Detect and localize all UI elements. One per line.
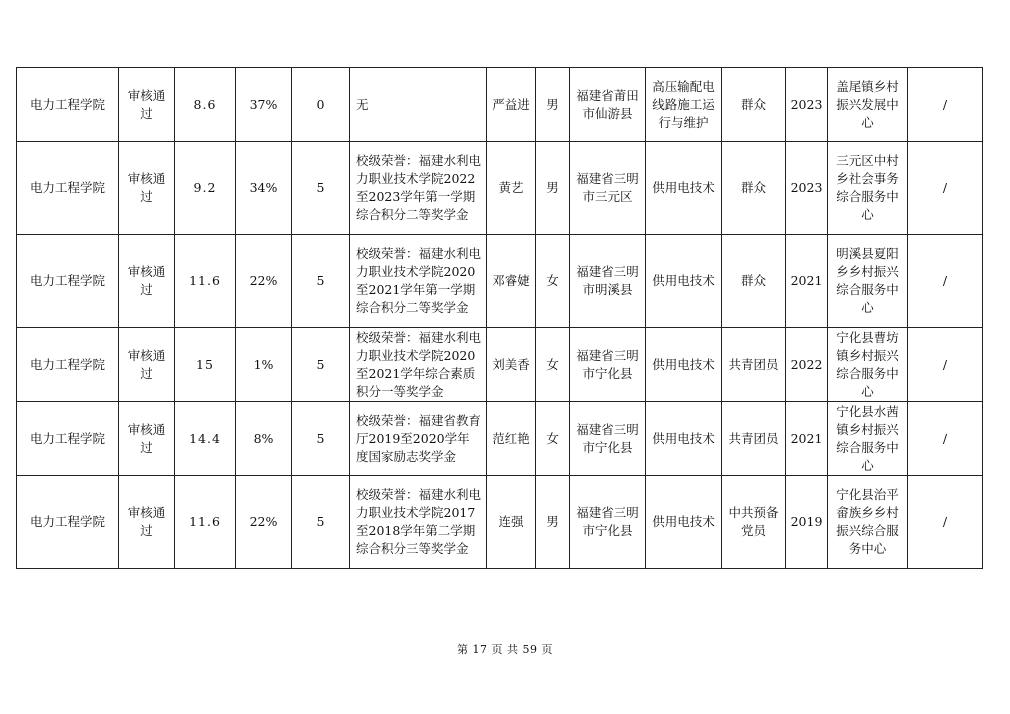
- year-cell: 2019: [786, 476, 828, 569]
- status-cell: 审核通过: [119, 328, 175, 402]
- rank-cell: 34%: [236, 142, 292, 235]
- status-cell: 审核通过: [119, 142, 175, 235]
- note-cell: /: [908, 142, 983, 235]
- name-cell: 黄艺: [487, 142, 536, 235]
- note-cell: /: [908, 402, 983, 476]
- year-cell: 2023: [786, 142, 828, 235]
- points-cell: 0: [292, 68, 350, 142]
- gender-cell: 男: [536, 142, 570, 235]
- honor-cell: 校级荣誉：福建水利电力职业技术学院2020至2021学年第一学期综合积分二等奖学金: [350, 235, 487, 328]
- politics-cell: 共青团员: [722, 402, 786, 476]
- note-cell: /: [908, 235, 983, 328]
- gender-cell: 男: [536, 68, 570, 142]
- college-cell: 电力工程学院: [17, 142, 119, 235]
- major-cell: 供用电技术: [646, 142, 722, 235]
- honor-cell: 校级荣誉：福建水利电力职业技术学院2022至2023学年第一学期综合积分二等奖学金: [350, 142, 487, 235]
- points-cell: 5: [292, 142, 350, 235]
- honor-cell: 校级荣誉：福建水利电力职业技术学院2017至2018学年第二学期综合积分三等奖学金: [350, 476, 487, 569]
- politics-cell: 中共预备党员: [722, 476, 786, 569]
- status-cell: 审核通过: [119, 68, 175, 142]
- gender-cell: 女: [536, 328, 570, 402]
- score-cell: 14.4: [175, 402, 236, 476]
- employer-cell: 明溪县夏阳乡乡村振兴综合服务中心: [828, 235, 908, 328]
- score-cell: 11.6: [175, 235, 236, 328]
- status-cell: 审核通过: [119, 402, 175, 476]
- major-cell: 供用电技术: [646, 402, 722, 476]
- major-cell: 高压输配电线路施工运行与维护: [646, 68, 722, 142]
- politics-cell: 群众: [722, 68, 786, 142]
- rank-cell: 22%: [236, 235, 292, 328]
- points-cell: 5: [292, 402, 350, 476]
- gender-cell: 男: [536, 476, 570, 569]
- name-cell: 范红艳: [487, 402, 536, 476]
- year-cell: 2023: [786, 68, 828, 142]
- roster-table: [16, 67, 983, 569]
- table-row: [17, 68, 983, 142]
- employer-cell: 宁化县治平畲族乡乡村振兴综合服务中心: [828, 476, 908, 569]
- points-cell: 5: [292, 328, 350, 402]
- origin-cell: 福建省三明市明溪县: [570, 235, 646, 328]
- name-cell: 刘美香: [487, 328, 536, 402]
- origin-cell: 福建省三明市宁化县: [570, 476, 646, 569]
- year-cell: 2022: [786, 328, 828, 402]
- score-cell: 8.6: [175, 68, 236, 142]
- honor-cell: 校级荣誉：福建水利电力职业技术学院2020至2021学年综合素质积分一等奖学金: [350, 328, 487, 402]
- table-row: [17, 142, 983, 235]
- major-cell: 供用电技术: [646, 476, 722, 569]
- page-number: 第 17 页 共 59 页: [457, 643, 553, 656]
- status-cell: 审核通过: [119, 476, 175, 569]
- origin-cell: 福建省三明市宁化县: [570, 328, 646, 402]
- origin-cell: 福建省三明市三元区: [570, 142, 646, 235]
- note-cell: /: [908, 476, 983, 569]
- major-cell: 供用电技术: [646, 235, 722, 328]
- points-cell: 5: [292, 235, 350, 328]
- college-cell: 电力工程学院: [17, 328, 119, 402]
- table-row: [17, 476, 983, 569]
- score-cell: 15: [175, 328, 236, 402]
- year-cell: 2021: [786, 402, 828, 476]
- college-cell: 电力工程学院: [17, 235, 119, 328]
- gender-cell: 女: [536, 402, 570, 476]
- politics-cell: 群众: [722, 142, 786, 235]
- college-cell: 电力工程学院: [17, 476, 119, 569]
- year-cell: 2021: [786, 235, 828, 328]
- score-cell: 9.2: [175, 142, 236, 235]
- table-row: [17, 328, 983, 402]
- name-cell: 连强: [487, 476, 536, 569]
- employer-cell: 宁化县水茜镇乡村振兴综合服务中心: [828, 402, 908, 476]
- rank-cell: 22%: [236, 476, 292, 569]
- origin-cell: 福建省莆田市仙游县: [570, 68, 646, 142]
- employer-cell: 宁化县曹坊镇乡村振兴综合服务中心: [828, 328, 908, 402]
- politics-cell: 共青团员: [722, 328, 786, 402]
- name-cell: 严益进: [487, 68, 536, 142]
- status-cell: 审核通过: [119, 235, 175, 328]
- rank-cell: 1%: [236, 328, 292, 402]
- table-row: [17, 402, 983, 476]
- honor-cell: 无: [350, 68, 487, 142]
- politics-cell: 群众: [722, 235, 786, 328]
- employer-cell: 盖尾镇乡村振兴发展中心: [828, 68, 908, 142]
- origin-cell: 福建省三明市宁化县: [570, 402, 646, 476]
- name-cell: 邓睿婕: [487, 235, 536, 328]
- score-cell: 11.6: [175, 476, 236, 569]
- table-row: [17, 235, 983, 328]
- employer-cell: 三元区中村乡社会事务综合服务中心: [828, 142, 908, 235]
- gender-cell: 女: [536, 235, 570, 328]
- note-cell: /: [908, 68, 983, 142]
- college-cell: 电力工程学院: [17, 68, 119, 142]
- rank-cell: 8%: [236, 402, 292, 476]
- college-cell: 电力工程学院: [17, 402, 119, 476]
- honor-cell: 校级荣誉：福建省教育厅2019至2020学年度国家励志奖学金: [350, 402, 487, 476]
- points-cell: 5: [292, 476, 350, 569]
- major-cell: 供用电技术: [646, 328, 722, 402]
- rank-cell: 37%: [236, 68, 292, 142]
- note-cell: /: [908, 328, 983, 402]
